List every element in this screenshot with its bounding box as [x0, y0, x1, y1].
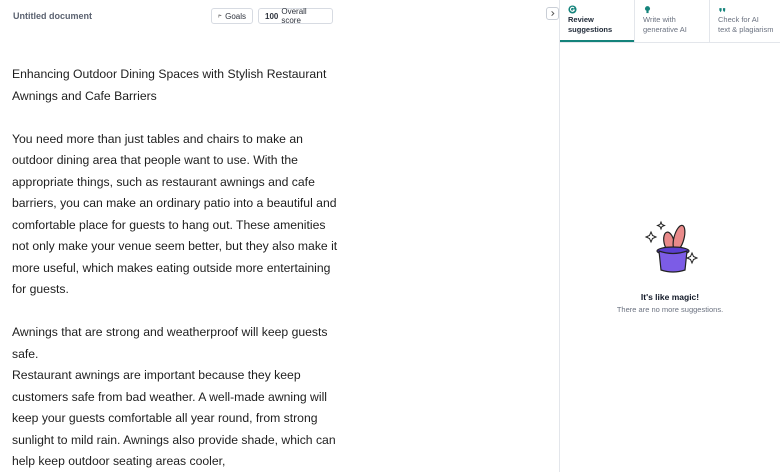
quote-icon	[718, 5, 727, 14]
bulb-icon	[643, 5, 652, 14]
goals-icon	[218, 12, 222, 20]
goals-label: Goals	[225, 11, 246, 21]
goals-button[interactable]	[211, 8, 253, 24]
suggestions-panel	[560, 0, 780, 472]
panel-tabs	[560, 0, 780, 43]
tab-label-line2: suggestions	[568, 24, 613, 34]
sparkle-icon	[646, 232, 656, 242]
sparkle-icon	[658, 222, 665, 229]
tab-label-line2: generative AI	[643, 24, 687, 34]
tab-generative-ai[interactable]	[634, 0, 709, 42]
paragraph: You need more than just tables and chairs to make an outdoor dining area that people want to use. With the appropriate things, such as restaurant awnings and cafe barriers, you can make an ordinary patio into a beautiful and comfortable place for guests to hang out. These amenities not only make your venue seem better, but they also make it more useful, which makes eating outside more entertaining for guests.	[12, 131, 338, 296]
document-title[interactable]: Untitled document	[13, 11, 92, 21]
document-text[interactable]	[12, 64, 342, 472]
overall-score-button[interactable]	[258, 8, 333, 24]
chevron-right-icon	[549, 10, 556, 17]
score-value: 100	[265, 11, 279, 21]
magic-hat-illustration	[643, 218, 703, 278]
score-label: Overall score	[281, 7, 307, 25]
empty-state-title: It's like magic!	[640, 292, 700, 302]
tab-review-suggestions[interactable]	[560, 0, 634, 42]
hat-body	[659, 251, 687, 272]
tab-label-line1: Review	[568, 15, 594, 24]
sparkle-icon	[687, 253, 697, 263]
paragraph: Restaurant awnings are important because they keep customers safe from bad weather. A well-made awning will keep your guests comfortable all year round, from strong sunlight to mild rain. Awnings also provide shade, which can help keep outdoor seating areas cooler,	[12, 368, 336, 468]
document-heading: Enhancing Outdoor Dining Spaces with Stylish Restaurant Awnings and Cafe Barriers	[12, 67, 327, 103]
collapse-panel-button[interactable]	[546, 7, 559, 20]
tab-label-line1: Check for AI	[718, 15, 759, 24]
tab-label-line2: text & plagiarism	[718, 24, 774, 34]
tab-ai-plagiarism[interactable]	[709, 0, 780, 42]
grammarly-logo-icon	[568, 5, 577, 14]
tab-label-line1: Write with	[643, 15, 676, 24]
empty-state-subtitle: There are no more suggestions.	[616, 305, 724, 314]
paragraph: Awnings that are strong and weatherproof will keep guests safe.	[12, 325, 328, 361]
